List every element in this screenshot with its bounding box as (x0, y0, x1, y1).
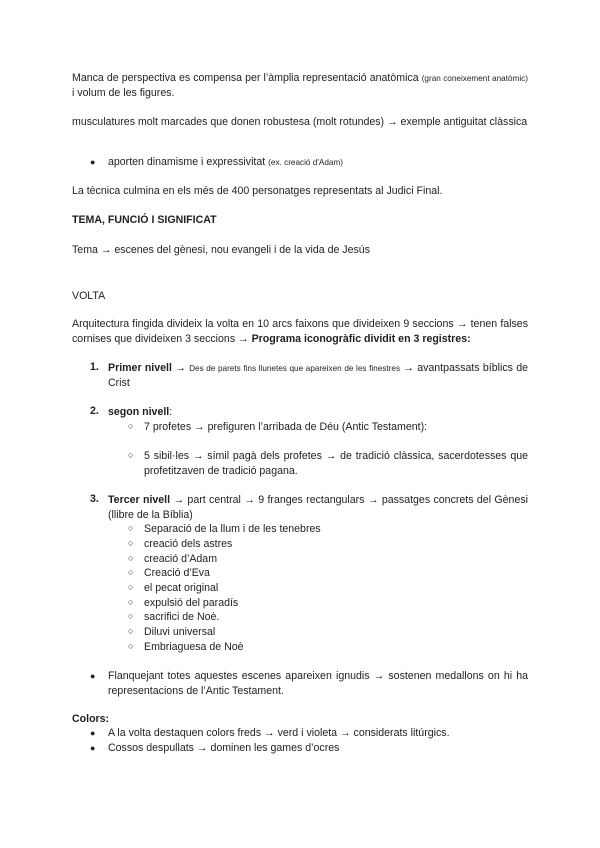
list-item: Creació d’Eva (144, 567, 210, 579)
list-item: el pecat original (144, 582, 219, 594)
sub-bullet-marker: ○ (128, 611, 134, 621)
level-2-colon: : (169, 406, 173, 418)
bullet-marker: ● (90, 671, 96, 681)
intro-paragraph-1 (72, 71, 528, 101)
section-title: TEMA, FUNCIÓ I SIGNIFICAT (72, 214, 217, 226)
colors-bullet-2: Cossos despullats → dominen les games d’ocres (108, 742, 340, 754)
tema-line: Tema → escenes del gènesi, nou evangeli i de la vida de Jesús (72, 244, 370, 256)
list-item: creació dels astres (144, 538, 233, 550)
list-item: expulsió del paradís (144, 597, 239, 609)
level-3-title: Tercer nivell (108, 494, 171, 506)
intro-paragraph-3: La tècnica culmina en els més de 400 personatges representats al Judici Final. (72, 185, 443, 197)
bullet-marker: ● (90, 157, 96, 167)
sub-bullet-marker: ○ (128, 567, 134, 577)
intro-paragraph-2: musculatures molt marcades que donen robustesa (molt rotundes) → exemple antiguitat clàssica (72, 116, 528, 128)
level-3-text: → part central → 9 franges rectangulars → passatges concrets del Gènesi (llibre de la Bíblia) (108, 494, 528, 521)
sub-bullet-marker: ○ (128, 538, 134, 548)
sub-bullet-marker: ○ (128, 597, 134, 607)
bullet-marker: ● (90, 743, 96, 753)
intro-bullet-1 (108, 155, 528, 170)
bullet-marker: ● (90, 728, 96, 738)
volta-intro (72, 317, 528, 347)
bullet-note-small: (ex. creació d'Adam) (268, 158, 343, 167)
level-1-title: Primer nivell (108, 362, 172, 374)
volta-intro-text: Arquitectura fingida divideix la volta en 10 arcs faixons que divideixen 9 seccions → tenen falses cornises que divideixen 3 seccions → (72, 318, 528, 345)
sub-bullet-marker: ○ (128, 523, 134, 533)
intro-text-1-end: i volum de les figures. (72, 87, 175, 99)
level-1-note-small: Des de parets fins llunetes que apareixen de les finestres (189, 364, 401, 373)
list-item: Separació de la llum i de les tenebres (144, 523, 321, 535)
sub-bullet-marker: ○ (128, 450, 134, 460)
level-1-arrow: → (171, 362, 186, 374)
volta-bullet: Flanquejant totes aquestes escenes apareixen ignudis → sostenen medallons on hi ha representacions de l’Antic Testament. (108, 670, 528, 697)
level-2-title: segon nivell (108, 406, 170, 418)
sub-bullet-marker: ○ (128, 553, 134, 563)
list-number-1: 1. (90, 361, 99, 373)
level-1-text: → avantpassats bíblics de Crist (108, 362, 528, 389)
list-item: Embriaguesa de Noè (144, 641, 244, 653)
list-item: sacrifici de Noè. (144, 611, 220, 623)
colors-bullet-1: A la volta destaquen colors freds → verd i violeta → considerats litúrgics. (108, 727, 450, 739)
sub-bullet-marker: ○ (128, 626, 134, 636)
level-1-item (108, 361, 528, 391)
level-2-sub-1: 7 profetes → prefiguren l’arribada de Déu (Antic Testament): (144, 421, 428, 433)
list-item: creació d’Adam (144, 553, 218, 565)
level-2-sub-2: 5 sibil·les → símil pagà dels profetes → de tradició clàssica, sacerdotesses que profetitzaven de tradició pagana. (144, 450, 528, 477)
sub-bullet-marker: ○ (128, 582, 134, 592)
sub-bullet-marker: ○ (128, 421, 134, 431)
bullet-text: aporten dinamisme i expressivitat (108, 156, 266, 168)
list-item: Diluvi universal (144, 626, 216, 638)
volta-heading: VOLTA (72, 290, 106, 302)
volta-intro-bold: Programa iconogràfic dividit en 3 registres: (251, 333, 471, 345)
intro-text-1: Manca de perspectiva es compensa per l’àmplia representació anatòmica (72, 72, 419, 84)
list-number-2: 2. (90, 405, 99, 417)
level-2-item (108, 405, 528, 420)
list-number-3: 3. (90, 493, 99, 505)
intro-note-small: (gran coneixement anatòmic) (421, 74, 528, 83)
colors-heading: Colors: (72, 713, 110, 725)
level-3-item (108, 493, 528, 523)
sub-bullet-marker: ○ (128, 641, 134, 651)
